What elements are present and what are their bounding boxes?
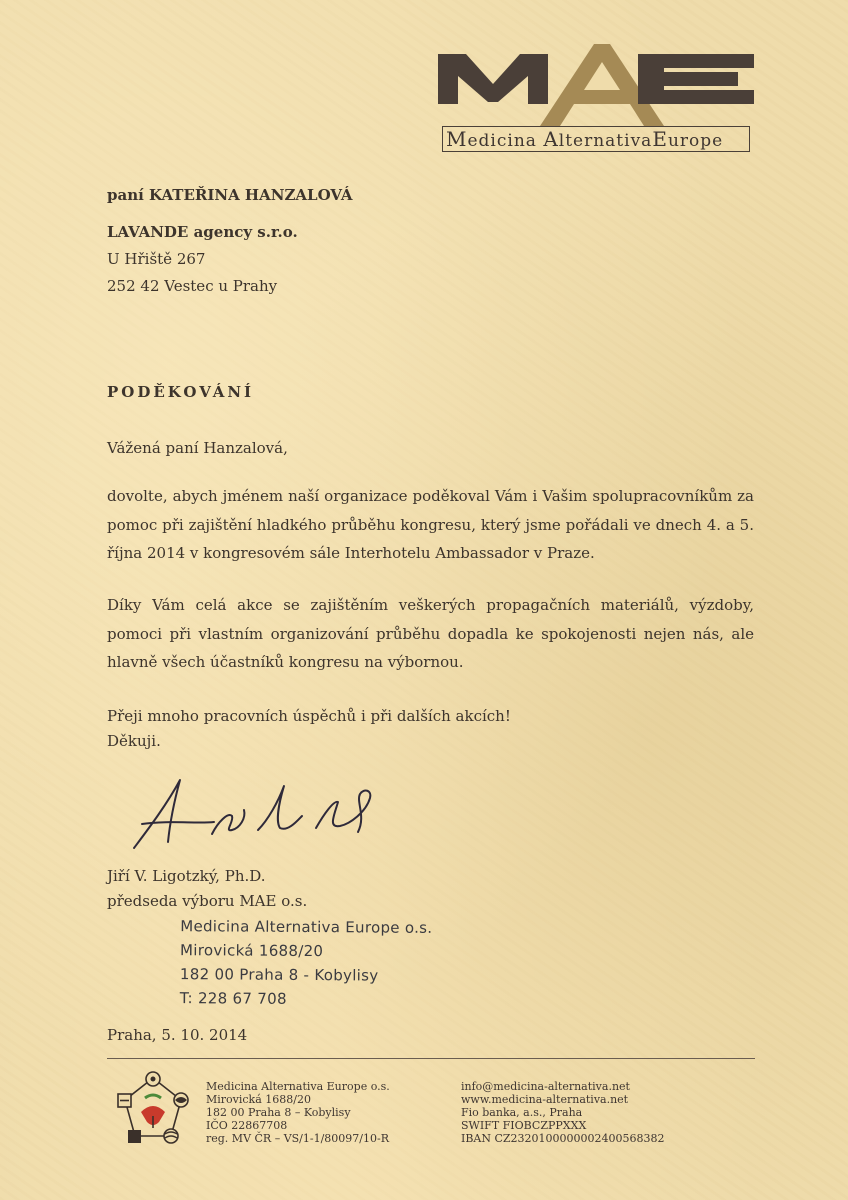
logo-cap-e: E xyxy=(652,127,668,151)
handwritten-signature xyxy=(128,772,388,852)
footer-ico: IČO 22867708 xyxy=(206,1119,288,1132)
mae-emblem-icon xyxy=(115,1070,191,1146)
footer-website: www.medicina-alternativa.net xyxy=(461,1093,629,1106)
salutation: Vážená paní Hanzalová, xyxy=(107,439,288,457)
footer-street: Mirovická 1688/20 xyxy=(206,1093,311,1106)
stamp-line-city: 182 00 Praha 8 - Kobylisy xyxy=(179,965,379,985)
footer-swift: SWIFT FIOBCZPPXXX xyxy=(461,1119,587,1132)
mae-logo xyxy=(438,42,756,157)
recipient-street: U Hřiště 267 xyxy=(107,250,206,268)
footer-email: info@medicina-alternativa.net xyxy=(461,1080,630,1093)
letter-date: Praha, 5. 10. 2014 xyxy=(107,1026,248,1044)
signer-name: Jiří V. Ligotzký, Ph.D. xyxy=(107,867,266,885)
logo-word-europe: urope xyxy=(667,131,724,151)
organization-stamp xyxy=(180,914,433,1012)
signer-title: předseda výboru MAE o.s. xyxy=(107,892,308,910)
stamp-line-org: Medicina Alternativa Europe o.s. xyxy=(180,917,433,937)
logo-subtitle xyxy=(442,126,750,152)
footer-bank: Fio banka, a.s., Praha xyxy=(461,1106,583,1119)
letter-heading: PODĚKOVÁNÍ xyxy=(107,383,255,401)
footer-iban: IBAN CZ2320100000002400568382 xyxy=(461,1132,665,1145)
footer-registration: reg. MV ČR – VS/1-1/80097/10-R xyxy=(206,1132,389,1145)
footer-contacts xyxy=(461,1080,665,1145)
footer-divider xyxy=(107,1058,755,1059)
stamp-line-street: Mirovická 1688/20 xyxy=(180,941,324,961)
logo-word-medicina: edicina xyxy=(467,131,544,151)
body-paragraph-1: dovolte, abych jménem naší organizace poděkoval Vám i Vašim spolupracovníkům za pomoc při zajištění hladkého průběhu kongresu, který jsme pořádali ve dnech 4. a 5. října 2014 v kongresovém sále Interhotelu Ambassador v Praze. xyxy=(107,487,754,562)
mae-logo-mark-icon xyxy=(438,42,756,126)
body-paragraph-2: Díky Vám celá akce se zajištěním veškerých propagačních materiálů, výzdoby, pomoci při vlastním organizování průběhu dopadla ke spokojenosti nejen nás, ale hlavně všech účastníků kongresu na výbornou. xyxy=(107,596,754,671)
logo-cap-m: M xyxy=(446,127,468,151)
closing-thanks: Děkuji. xyxy=(107,732,161,750)
footer-address xyxy=(206,1080,390,1145)
footer-city: 182 00 Praha 8 – Kobylisy xyxy=(206,1106,351,1119)
stamp-line-phone: T: 228 67 708 xyxy=(179,989,287,1008)
logo-word-alternativa: lternativa xyxy=(558,131,653,151)
recipient-city: 252 42 Vestec u Prahy xyxy=(107,277,278,295)
logo-cap-a: A xyxy=(543,127,559,151)
recipient-name: paní KATEŘINA HANZALOVÁ xyxy=(107,186,353,204)
closing-wish: Přeji mnoho pracovních úspěchů i při dalších akcích! xyxy=(107,707,511,725)
footer-org-name: Medicina Alternativa Europe o.s. xyxy=(206,1080,390,1093)
recipient-company: LAVANDE agency s.r.o. xyxy=(107,223,298,241)
